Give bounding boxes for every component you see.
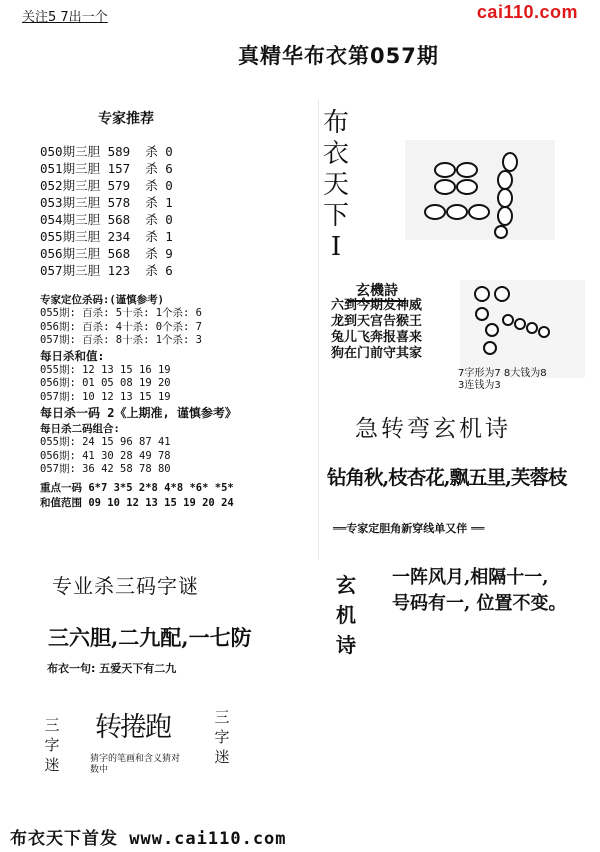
poem-line: 狗在门前守其家 [331,346,423,361]
poem-title: 玄機詩 [348,280,406,302]
focus-code-line: 重点一码 6*7 3*5 2*8 4*8 *6* *5* [40,481,234,494]
pick-row: 050期三胆 589 杀 0 [40,144,173,159]
vertical-title [323,108,349,263]
clue-line: 三六胆,二九配,一七防 [48,625,252,650]
poem-lines [331,298,422,362]
vertical-char: 字 [214,728,230,746]
site-logo[interactable] [477,2,578,23]
two-code-heading: 每日杀二码组合: [40,423,120,435]
sum-range-line: 和值范围 09 10 12 13 15 19 20 24 [40,496,234,509]
vertical-riddle-left [42,715,62,775]
kill-sum-heading: 每日杀和值: [40,348,105,363]
poem2-line: 一阵风月,相隔十一, [392,567,549,588]
one-sentence-line: 布衣一句: 五爱天下有二九 [47,662,177,675]
page-title [238,40,439,70]
two-code-row: 057期: 36 42 58 78 80 [40,463,171,475]
poem2-line: 号码有一, 位置不变。 [392,593,567,614]
kill3-heading: 专业杀三码字谜 [52,574,199,598]
riddle-poem-heading: 急转弯玄机诗 [355,416,511,442]
pick-row: 052期三胆 579 杀 0 [40,178,173,193]
logo-text: cai110.com [476,2,578,22]
pick-row: 056期三胆 568 杀 9 [40,246,173,261]
vertical-poem-char: 诗 [336,633,356,657]
top-note: 关注5 7出一个 [22,10,108,25]
pick-row: 053期三胆 578 杀 1 [40,195,173,210]
two-code-row: 056期: 41 30 28 49 78 [40,449,171,462]
coin-caption: 3连钱为3 [458,380,501,391]
riddle-hint: 猜字的笔画和含义猜对数中 [90,754,181,775]
riddle-text: 转捲跑 [95,712,170,743]
vertical-title-char: 布 [323,108,350,138]
kill-sum-row: 057期: 10 12 13 15 19 [40,390,171,403]
pick-row: 055期三胆 234 杀 1 [40,229,173,244]
vertical-poem-label [335,570,357,660]
vertical-char: 迷 [44,756,60,774]
separator-line: ══专家定胆角新穿线单又伴 ══ [333,522,485,535]
column-divider [318,100,319,560]
vertical-title-char: I [330,232,342,262]
poem2 [392,565,567,617]
coin-caption: 7字形为7 8大钱为8 [458,368,547,379]
vertical-char: 迷 [214,748,230,766]
position-kill-row: 056期: 百杀: 4十杀: 0个杀: 7 [40,320,203,333]
pick-row: 057期三胆 123 杀 6 [40,263,173,278]
poem-line: 兔儿飞奔报喜来 [331,330,423,345]
vertical-char: 字 [44,736,60,754]
pick-row: 054期三胆 568 杀 0 [40,212,173,227]
vertical-title-char: 下 [323,201,350,231]
poem-line: 六到今期发神威 [331,298,423,313]
vertical-char: 三 [44,716,60,734]
two-code-row: 055期: 24 15 96 87 41 [40,436,171,448]
poem-line: 龙到天宫告猴王 [331,314,423,329]
page-title-text: 真精华布衣第057期 [238,44,439,68]
coin-picture [405,140,555,240]
pick-row: 051期三胆 157 杀 6 [40,161,173,176]
footer-text[interactable]: 布衣天下首发 www.cai110.com [10,829,287,849]
kill-sum-row: 055期: 12 13 15 16 19 [40,363,171,376]
expert-picks-heading: 专家推荐 [98,111,154,127]
position-kill-heading: 专家定位杀码:(谨慎参考) [40,294,164,306]
kill-sum-row: 056期: 01 05 08 19 20 [40,377,171,389]
riddle-poem-line: 钻角秋,枝杏花,飘五里,芙蓉枝 [327,466,567,489]
vertical-title-char: 天 [323,170,350,200]
position-kill-block [40,292,250,512]
position-kill-row: 055期: 百杀: 5十杀: 1个杀: 6 [40,307,203,319]
vertical-poem-char: 玄 [336,573,356,597]
vertical-poem-char: 机 [336,603,356,627]
vertical-riddle-right [212,707,232,767]
expert-picks-list [40,143,173,279]
one-code-heading: 每日杀一码 2《上期准, 谨慎参考》 [40,406,237,420]
vertical-char: 三 [214,708,230,726]
vertical-title-char: 衣 [323,139,350,169]
position-kill-row: 057期: 百杀: 8十杀: 1个杀: 3 [40,334,203,346]
